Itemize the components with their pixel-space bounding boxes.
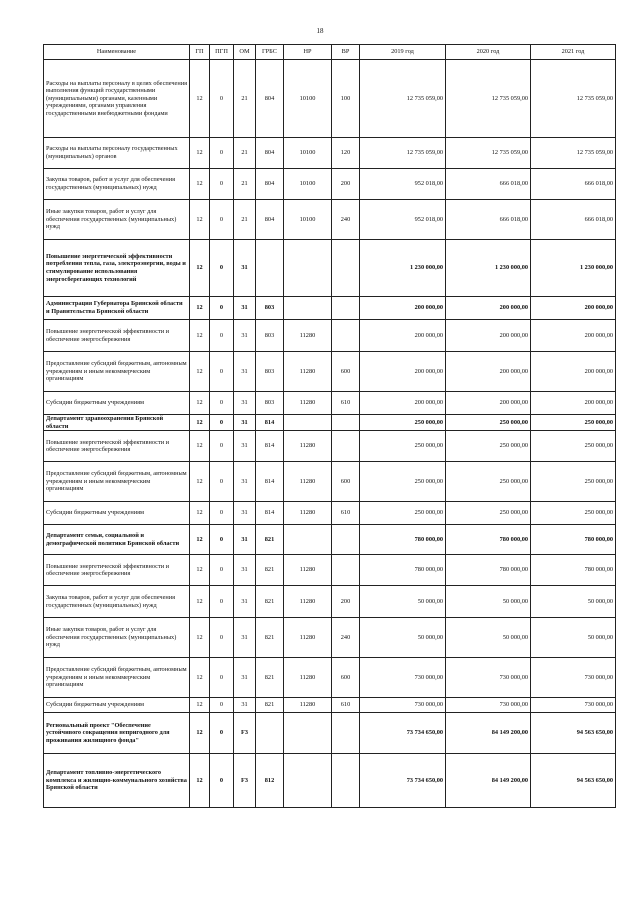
- table-row: [44, 555, 616, 586]
- cell-2021: 780 000,00: [531, 555, 616, 586]
- cell-2020: 200 000,00: [446, 320, 531, 352]
- cell-2020: 730 000,00: [446, 658, 531, 698]
- cell-nr: 11280: [284, 555, 332, 586]
- cell-vr: 200: [332, 586, 360, 618]
- cell-om: 31: [234, 352, 256, 392]
- cell-gp: 12: [190, 713, 210, 754]
- cell-2021: 780 000,00: [531, 525, 616, 555]
- cell-vr: [332, 431, 360, 462]
- cell-2021: 730 000,00: [531, 698, 616, 713]
- cell-2021: 200 000,00: [531, 320, 616, 352]
- cell-name: Департамент топливно-энергетического комплекса и жилищно-коммунального хозяйства Брянской области: [44, 754, 190, 808]
- cell-2021: 94 563 650,00: [531, 754, 616, 808]
- cell-grbs: 821: [256, 618, 284, 658]
- cell-om: 31: [234, 462, 256, 502]
- cell-2021: 250 000,00: [531, 462, 616, 502]
- cell-2020: 200 000,00: [446, 392, 531, 415]
- cell-om: 31: [234, 525, 256, 555]
- cell-om: F3: [234, 754, 256, 808]
- cell-name: Иные закупки товаров, работ и услуг для обеспечения государственных (муниципальных) нужд: [44, 200, 190, 240]
- cell-name: Администрация Губернатора Брянской области и Правительства Брянской области: [44, 297, 190, 320]
- cell-nr: [284, 754, 332, 808]
- cell-om: 31: [234, 297, 256, 320]
- cell-pgp: 0: [210, 415, 234, 431]
- cell-nr: 10100: [284, 169, 332, 200]
- cell-pgp: 0: [210, 352, 234, 392]
- table-row: [44, 618, 616, 658]
- cell-nr: 11280: [284, 658, 332, 698]
- table-row: [44, 713, 616, 754]
- cell-gp: 12: [190, 431, 210, 462]
- cell-gp: 12: [190, 618, 210, 658]
- header-gp: ГП: [190, 45, 210, 60]
- header-2020: 2020 год: [446, 45, 531, 60]
- cell-name: Закупка товаров, работ и услуг для обеспечения государственных (муниципальных) нужд: [44, 586, 190, 618]
- cell-nr: [284, 525, 332, 555]
- cell-om: 31: [234, 658, 256, 698]
- page-number: 18: [316, 27, 324, 35]
- cell-pgp: 0: [210, 698, 234, 713]
- table-row: [44, 352, 616, 392]
- cell-vr: 100: [332, 60, 360, 138]
- cell-gp: 12: [190, 415, 210, 431]
- cell-name: Предоставление субсидий бюджетным, автономным учреждениям и иным некоммерческим организациям: [44, 352, 190, 392]
- cell-pgp: 0: [210, 754, 234, 808]
- cell-pgp: 0: [210, 138, 234, 169]
- cell-2021: 200 000,00: [531, 297, 616, 320]
- cell-vr: [332, 555, 360, 586]
- cell-pgp: 0: [210, 320, 234, 352]
- cell-2020: 780 000,00: [446, 525, 531, 555]
- cell-2021: 250 000,00: [531, 431, 616, 462]
- cell-2020: 84 149 200,00: [446, 713, 531, 754]
- cell-2019: 73 734 650,00: [360, 754, 446, 808]
- table-row: [44, 415, 616, 431]
- cell-name: Расходы на выплаты персоналу государственных (муниципальных) органов: [44, 138, 190, 169]
- cell-pgp: 0: [210, 200, 234, 240]
- cell-grbs: 804: [256, 169, 284, 200]
- cell-nr: [284, 415, 332, 431]
- cell-name: Повышение энергетической эффективности и обеспечение энергосбережения: [44, 431, 190, 462]
- cell-om: 21: [234, 200, 256, 240]
- cell-2020: 666 018,00: [446, 169, 531, 200]
- table-row: [44, 200, 616, 240]
- table-row: [44, 392, 616, 415]
- cell-2019: 12 735 059,00: [360, 60, 446, 138]
- header-grbs: ГРБС: [256, 45, 284, 60]
- cell-2019: 1 230 000,00: [360, 240, 446, 297]
- cell-2019: 200 000,00: [360, 352, 446, 392]
- cell-nr: 10100: [284, 138, 332, 169]
- cell-grbs: 803: [256, 297, 284, 320]
- cell-2019: 250 000,00: [360, 462, 446, 502]
- budget-table: [43, 44, 616, 808]
- cell-om: 31: [234, 415, 256, 431]
- cell-grbs: 821: [256, 586, 284, 618]
- table-row: [44, 320, 616, 352]
- table-row: [44, 240, 616, 297]
- cell-2020: 84 149 200,00: [446, 754, 531, 808]
- cell-grbs: 814: [256, 462, 284, 502]
- cell-gp: 12: [190, 698, 210, 713]
- cell-nr: 10100: [284, 200, 332, 240]
- cell-vr: 600: [332, 352, 360, 392]
- cell-grbs: 804: [256, 200, 284, 240]
- cell-2020: 50 000,00: [446, 618, 531, 658]
- cell-gp: 12: [190, 555, 210, 586]
- cell-2019: 952 018,00: [360, 200, 446, 240]
- cell-pgp: 0: [210, 392, 234, 415]
- cell-om: 31: [234, 698, 256, 713]
- cell-om: 31: [234, 431, 256, 462]
- header-row: [44, 45, 616, 60]
- cell-name: Субсидии бюджетным учреждениям: [44, 392, 190, 415]
- cell-gp: 12: [190, 462, 210, 502]
- cell-vr: 610: [332, 698, 360, 713]
- cell-2019: 12 735 059,00: [360, 138, 446, 169]
- cell-pgp: 0: [210, 525, 234, 555]
- cell-nr: [284, 297, 332, 320]
- cell-om: 31: [234, 502, 256, 525]
- cell-gp: 12: [190, 754, 210, 808]
- cell-pgp: 0: [210, 555, 234, 586]
- cell-grbs: 814: [256, 415, 284, 431]
- cell-name: Повышение энергетической эффективности и обеспечение энергосбережения: [44, 320, 190, 352]
- cell-2021: 12 735 059,00: [531, 60, 616, 138]
- cell-grbs: 812: [256, 754, 284, 808]
- cell-vr: 240: [332, 618, 360, 658]
- cell-gp: 12: [190, 200, 210, 240]
- cell-vr: [332, 320, 360, 352]
- cell-2021: 250 000,00: [531, 415, 616, 431]
- cell-name: Предоставление субсидий бюджетным, автономным учреждениям и иным некоммерческим организациям: [44, 658, 190, 698]
- cell-name: Департамент здравоохранения Брянской области: [44, 415, 190, 431]
- cell-gp: 12: [190, 502, 210, 525]
- table-row: [44, 138, 616, 169]
- cell-2019: 730 000,00: [360, 658, 446, 698]
- cell-name: Повышение энергетической эффективности и обеспечение энергосбережения: [44, 555, 190, 586]
- cell-grbs: 814: [256, 502, 284, 525]
- cell-nr: 11280: [284, 352, 332, 392]
- cell-2019: 250 000,00: [360, 431, 446, 462]
- cell-grbs: 821: [256, 658, 284, 698]
- cell-grbs: [256, 240, 284, 297]
- cell-nr: 11280: [284, 586, 332, 618]
- cell-nr: 10100: [284, 60, 332, 138]
- cell-2019: 780 000,00: [360, 555, 446, 586]
- cell-gp: 12: [190, 320, 210, 352]
- table-row: [44, 60, 616, 138]
- cell-nr: 11280: [284, 320, 332, 352]
- cell-name: Субсидии бюджетным учреждениям: [44, 698, 190, 713]
- cell-pgp: 0: [210, 297, 234, 320]
- cell-2020: 200 000,00: [446, 297, 531, 320]
- cell-name: Региональный проект "Обеспечение устойчивого сокращения непригодного для проживания жилищного фонда": [44, 713, 190, 754]
- cell-2021: 200 000,00: [531, 352, 616, 392]
- cell-om: 31: [234, 586, 256, 618]
- cell-om: 31: [234, 392, 256, 415]
- cell-grbs: 803: [256, 392, 284, 415]
- cell-2019: 73 734 650,00: [360, 713, 446, 754]
- table-row: [44, 586, 616, 618]
- cell-grbs: 821: [256, 555, 284, 586]
- cell-2019: 780 000,00: [360, 525, 446, 555]
- cell-2021: 666 018,00: [531, 200, 616, 240]
- cell-om: 31: [234, 240, 256, 297]
- cell-2019: 200 000,00: [360, 392, 446, 415]
- cell-2020: 730 000,00: [446, 698, 531, 713]
- cell-nr: 11280: [284, 618, 332, 658]
- cell-gp: 12: [190, 586, 210, 618]
- header-vr: ВР: [332, 45, 360, 60]
- cell-2020: 50 000,00: [446, 586, 531, 618]
- cell-pgp: 0: [210, 169, 234, 200]
- cell-nr: 11280: [284, 392, 332, 415]
- cell-vr: 600: [332, 658, 360, 698]
- header-2021: 2021 год: [531, 45, 616, 60]
- cell-grbs: [256, 713, 284, 754]
- cell-gp: 12: [190, 138, 210, 169]
- header-nr: НР: [284, 45, 332, 60]
- cell-grbs: 821: [256, 698, 284, 713]
- cell-2020: 12 735 059,00: [446, 60, 531, 138]
- table-row: [44, 502, 616, 525]
- cell-2020: 666 018,00: [446, 200, 531, 240]
- cell-gp: 12: [190, 60, 210, 138]
- cell-2019: 250 000,00: [360, 502, 446, 525]
- cell-grbs: 814: [256, 431, 284, 462]
- cell-pgp: 0: [210, 713, 234, 754]
- cell-2020: 12 735 059,00: [446, 138, 531, 169]
- cell-grbs: 821: [256, 525, 284, 555]
- cell-nr: 11280: [284, 462, 332, 502]
- cell-name: Закупка товаров, работ и услуг для обеспечения государственных (муниципальных) нужд: [44, 169, 190, 200]
- cell-om: 21: [234, 169, 256, 200]
- cell-vr: [332, 240, 360, 297]
- cell-vr: 610: [332, 502, 360, 525]
- cell-2019: 730 000,00: [360, 698, 446, 713]
- table-row: [44, 525, 616, 555]
- table-row: [44, 658, 616, 698]
- cell-vr: 120: [332, 138, 360, 169]
- cell-nr: 11280: [284, 502, 332, 525]
- cell-vr: 240: [332, 200, 360, 240]
- cell-2020: 250 000,00: [446, 415, 531, 431]
- cell-gp: 12: [190, 169, 210, 200]
- cell-vr: [332, 754, 360, 808]
- table-row: [44, 754, 616, 808]
- cell-nr: 11280: [284, 431, 332, 462]
- cell-2020: 1 230 000,00: [446, 240, 531, 297]
- cell-2020: 250 000,00: [446, 462, 531, 502]
- cell-pgp: 0: [210, 658, 234, 698]
- header-name: Наименование: [44, 45, 190, 60]
- cell-2019: 200 000,00: [360, 320, 446, 352]
- cell-vr: [332, 297, 360, 320]
- cell-2021: 12 735 059,00: [531, 138, 616, 169]
- cell-pgp: 0: [210, 502, 234, 525]
- table-row: [44, 297, 616, 320]
- cell-pgp: 0: [210, 60, 234, 138]
- cell-om: 21: [234, 60, 256, 138]
- cell-vr: 610: [332, 392, 360, 415]
- cell-2020: 200 000,00: [446, 352, 531, 392]
- table-row: [44, 462, 616, 502]
- cell-vr: 600: [332, 462, 360, 502]
- header-om: ОМ: [234, 45, 256, 60]
- cell-om: 31: [234, 555, 256, 586]
- cell-2021: 50 000,00: [531, 586, 616, 618]
- cell-pgp: 0: [210, 431, 234, 462]
- cell-grbs: 804: [256, 60, 284, 138]
- cell-2019: 250 000,00: [360, 415, 446, 431]
- cell-name: Повышение энергетической эффективности потребления тепла, газа, электроэнергии, воды и стимулирование использования энергосберегающих технологий: [44, 240, 190, 297]
- cell-grbs: 803: [256, 352, 284, 392]
- cell-om: 21: [234, 138, 256, 169]
- cell-nr: 11280: [284, 698, 332, 713]
- cell-name: Иные закупки товаров, работ и услуг для обеспечения государственных (муниципальных) нужд: [44, 618, 190, 658]
- cell-vr: [332, 415, 360, 431]
- cell-2020: 780 000,00: [446, 555, 531, 586]
- header-pgp: ПГП: [210, 45, 234, 60]
- cell-gp: 12: [190, 525, 210, 555]
- cell-name: Расходы на выплаты персоналу в целях обеспечения выполнения функций государственными (муниципальными) органами, казенными учреждениями, органами управления государственными внебюджетными фондами: [44, 60, 190, 138]
- cell-pgp: 0: [210, 240, 234, 297]
- cell-2020: 250 000,00: [446, 431, 531, 462]
- cell-2021: 50 000,00: [531, 618, 616, 658]
- cell-gp: 12: [190, 352, 210, 392]
- cell-vr: 200: [332, 169, 360, 200]
- cell-pgp: 0: [210, 586, 234, 618]
- cell-2019: 50 000,00: [360, 586, 446, 618]
- header-2019: 2019 год: [360, 45, 446, 60]
- table-row: [44, 169, 616, 200]
- cell-2019: 952 018,00: [360, 169, 446, 200]
- cell-pgp: 0: [210, 462, 234, 502]
- cell-name: Департамент семьи, социальной и демографической политики Брянской области: [44, 525, 190, 555]
- cell-vr: [332, 525, 360, 555]
- cell-gp: 12: [190, 240, 210, 297]
- cell-2021: 730 000,00: [531, 658, 616, 698]
- cell-gp: 12: [190, 392, 210, 415]
- cell-2021: 666 018,00: [531, 169, 616, 200]
- cell-name: Субсидии бюджетным учреждениям: [44, 502, 190, 525]
- cell-2021: 200 000,00: [531, 392, 616, 415]
- table-row: [44, 431, 616, 462]
- cell-om: 31: [234, 618, 256, 658]
- cell-vr: [332, 713, 360, 754]
- cell-gp: 12: [190, 297, 210, 320]
- cell-2021: 94 563 650,00: [531, 713, 616, 754]
- cell-2019: 200 000,00: [360, 297, 446, 320]
- cell-2020: 250 000,00: [446, 502, 531, 525]
- cell-2021: 1 230 000,00: [531, 240, 616, 297]
- table-row: [44, 698, 616, 713]
- cell-pgp: 0: [210, 618, 234, 658]
- cell-nr: [284, 240, 332, 297]
- cell-gp: 12: [190, 658, 210, 698]
- cell-nr: [284, 713, 332, 754]
- cell-grbs: 804: [256, 138, 284, 169]
- cell-name: Предоставление субсидий бюджетным, автономным учреждениям и иным некоммерческим организациям: [44, 462, 190, 502]
- cell-2019: 50 000,00: [360, 618, 446, 658]
- cell-grbs: 803: [256, 320, 284, 352]
- cell-om: F3: [234, 713, 256, 754]
- cell-2021: 250 000,00: [531, 502, 616, 525]
- cell-om: 31: [234, 320, 256, 352]
